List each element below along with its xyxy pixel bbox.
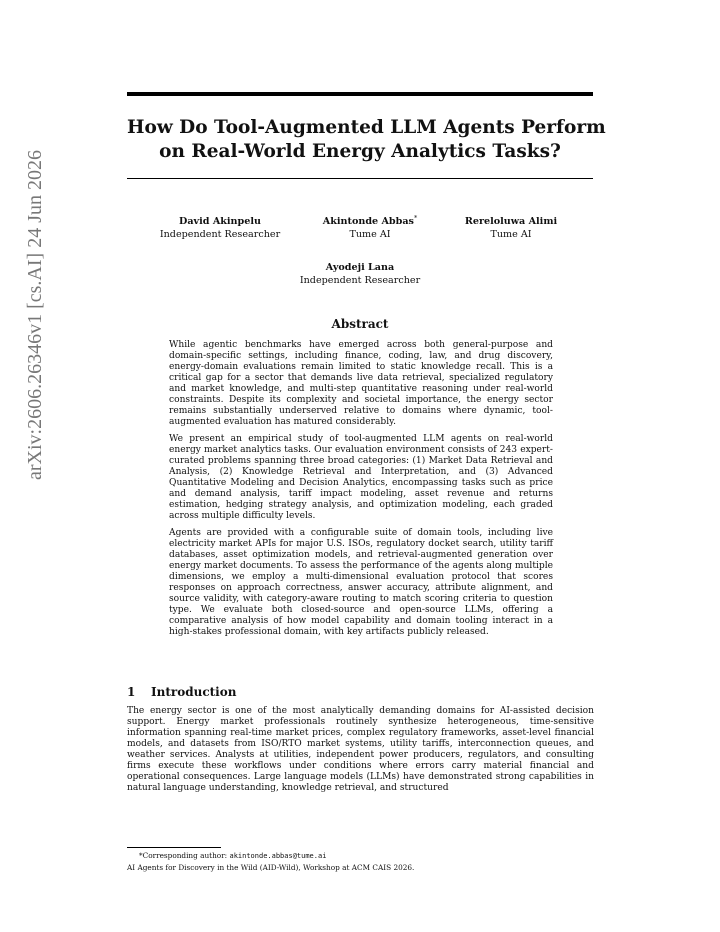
title-line-1: How Do Tool-Augmented LLM Agents Perform: [127, 117, 606, 138]
abstract-heading: Abstract: [331, 317, 389, 331]
introduction-body: [127, 706, 594, 794]
introduction-paragraph: The energy sector is one of the most analytically demanding domains for AI-assisted decision support. Energy market professionals routinely synthesize heterogeneous, time-sensitive information spanning real-time market prices, complex regulatory frameworks, asset-level financial models, and datasets from ISO/RTO market systems, utility tariffs, interconnection queues, and weather services. Analysts at utilities, independent power producers, regulators, and consulting firms execute these workflows under conditions where errors carry material financial and operational consequences. Large language models (LLMs) have demonstrated strong capabilities in natural language understanding, knowledge retrieval, and structured: [127, 706, 594, 793]
section-number: 1: [127, 685, 136, 699]
title-top-rule: [127, 92, 593, 96]
author-name: Rereloluwa Alimi: [464, 216, 558, 228]
author-block: [296, 258, 424, 287]
corresponding-email-link[interactable]: akintonde.abbas@tume.ai: [229, 852, 327, 860]
footnote-rule: [127, 847, 221, 848]
title-line-2: on Real-World Energy Analytics Tasks?: [159, 141, 561, 162]
arxiv-identifier: arXiv:2606.26346v1 [cs.AI] 24 Jun 2026: [24, 150, 46, 480]
section-title: Introduction: [151, 685, 237, 699]
author-affiliation: Independent Researcher: [159, 229, 281, 241]
author-block: [449, 212, 573, 241]
abstract-body: [169, 340, 553, 644]
author-block: [158, 212, 282, 241]
section-heading-introduction: [127, 685, 236, 699]
author-affiliation: Tume AI: [490, 229, 532, 241]
footnote-venue: AI Agents for Discovery in the Wild (AID-Wild), Workshop at ACM CAIS 2026.: [127, 863, 415, 872]
author-name: Ayodeji Lana: [325, 262, 395, 274]
footnote-label: *Corresponding author:: [139, 851, 228, 860]
paper-title: [127, 116, 606, 164]
footnotes: [127, 850, 594, 873]
author-affiliation: Independent Researcher: [299, 275, 421, 287]
abstract-paragraph: Agents are provided with a configurable suite of domain tools, including live electricity market APIs for major U.S. ISOs, regulatory docket search, utility tariff databases, asset optimization models, and retrieval-augmented generation over energy market documents. To assess the performance of the agents along multiple dimensions, we employ a multi-dimensional evaluation protocol that scores responses on approach correctness, answer accuracy, attribute alignment, and source validity, with category-aware routing to match scoring criteria to question type. We evaluate both closed-source and open-source LLMs, offering a comparative analysis of how model capability and domain tooling interact in a high-stakes professional domain, with key artifacts publicly released.: [169, 528, 553, 637]
author-affiliation: Tume AI: [349, 229, 391, 241]
author-block: [308, 212, 432, 241]
author-name: Akintonde Abbas*: [322, 214, 418, 228]
abstract-paragraph: We present an empirical study of tool-augmented LLM agents on real-world energy market analytics tasks. Our evaluation environment consists of 243 expert-curated problems spanning three broad categories: (1) Market Data Retrieval and Analysis, (2) Knowledge Retrieval and Interpretation, and (3) Advanced Quantitative Modeling and Decision Analytics, encompassing tasks such as price and demand analysis, tariff impact modeling, asset revenue and returns estimation, hedging strategy analysis, and optimization modeling, each graded across multiple difficulty levels.: [169, 434, 553, 521]
footnote-corresponding-author: [127, 850, 594, 862]
author-name: David Akinpelu: [179, 216, 261, 228]
title-bottom-rule: [127, 178, 593, 179]
abstract-paragraph: While agentic benchmarks have emerged across both general-purpose and domain-specific settings, including finance, coding, law, and drug discovery, energy-domain evaluations remain limited to static knowledge recall. This is a critical gap for a sector that demands live data retrieval, specialized regulatory and market knowledge, and multi-step quantitative reasoning under real-world constraints. Despite its complexity and societal importance, the energy sector remains substantially underserved relative to domains where dynamic, tool-augmented evaluation has matured considerably.: [169, 340, 553, 427]
